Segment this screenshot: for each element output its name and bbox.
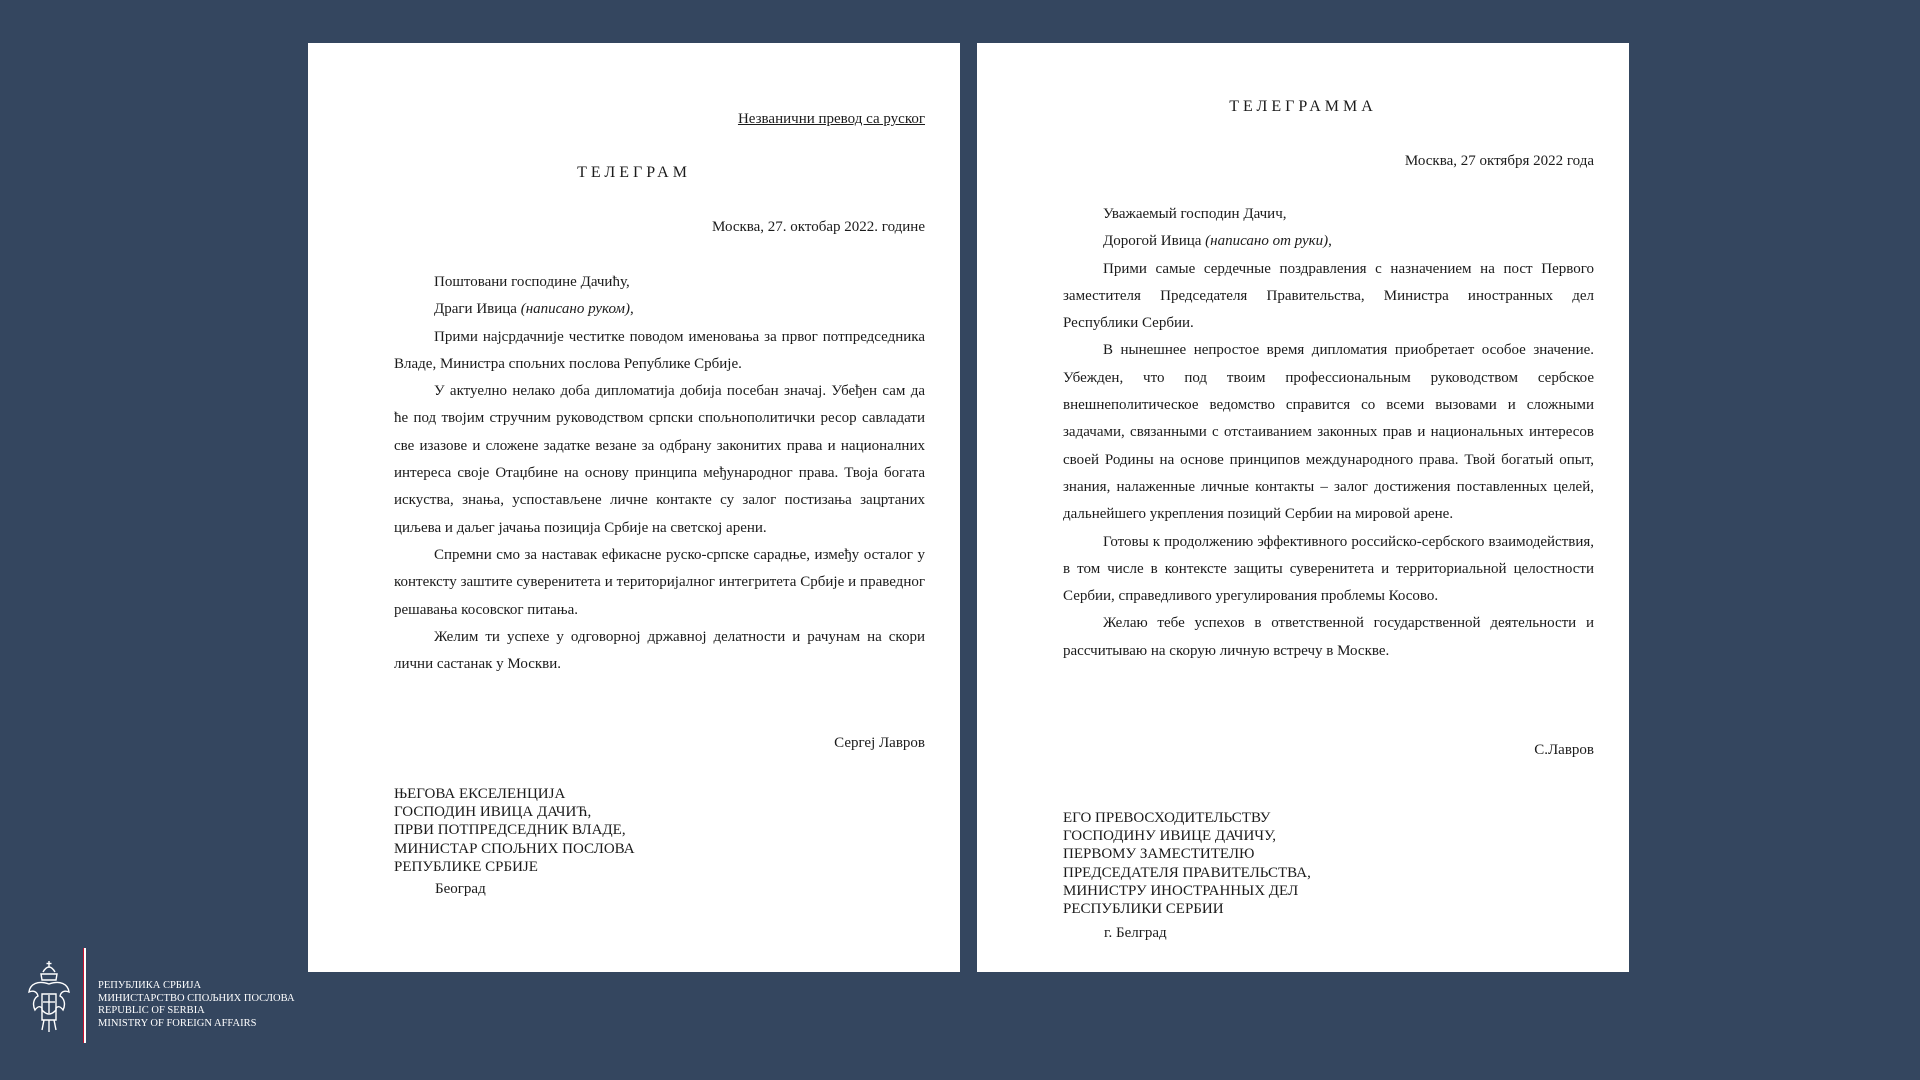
signature: С.Лавров bbox=[1534, 742, 1594, 758]
salutation-name: Драги Ивица bbox=[434, 301, 521, 318]
salutation-personal bbox=[394, 296, 925, 323]
ministry-line: МИНИСТАРСТВО СПОЉНИХ ПОСЛОВА bbox=[98, 992, 295, 1004]
telegram-russian-page bbox=[977, 43, 1629, 972]
paragraph: Спремни смо за наставак ефикасне руско-српске сарадње, између осталог у контексту заштите суверенитета и територијалног интегритета Србије и праведног решавања косовског питања. bbox=[394, 546, 925, 618]
salutation-personal bbox=[1063, 228, 1594, 255]
paragraph: В нынешнее непростое время дипломатия приобретает особое значение. Убежден, что под твоим профессиональным руководством сербское внешнеполитическое ведомство справится со всеми вызовами и сложными задачами, связанными с отстаиванием законных прав и национальных интересов своей Родины на основе принципов международного права. Твой богатый опыт, знания, налаженные личные контакты – залог достижения поставленных целей, дальнейшего укрепления позиций Сербии на мировой арене. bbox=[1063, 342, 1594, 523]
signature: Сергеј Лавров bbox=[834, 735, 925, 751]
handwritten-note: (написано руком) bbox=[520, 301, 631, 318]
recipient-address bbox=[394, 785, 635, 876]
ministry-line: MINISTRY OF FOREIGN AFFAIRS bbox=[98, 1017, 257, 1029]
salutation-formal: Поштовани господине Дачићу, bbox=[434, 274, 630, 290]
salutation-formal: Уважаемый господин Дачич, bbox=[1103, 206, 1287, 222]
address-line: РЕСПУБЛИКИ СЕРБИИ bbox=[1063, 901, 1224, 918]
letter-body bbox=[394, 269, 925, 678]
telegram-date: Москва, 27. октобар 2022. године bbox=[711, 219, 925, 235]
paragraph: У актуелно нелако доба дипломатија добија посебан значај. Убеђен сам да ће под твојим стручним руководством српски спољнополитички ресор савладати све изазове и сложене задатке везане за одбрану законитих права и националних интереса своје Отаџбине на основу принципа међународног права. Твоја богата искуства, знања, успостављене личне контакте су залог постизања зацртаних циљева и даљег јачања позиција Србије на светској арени. bbox=[394, 383, 925, 536]
paragraph: Желаю тебе успехов в ответственной государственной деятельности и рассчитываю на скорую личную встречу в Москве. bbox=[1063, 615, 1594, 659]
serbia-coat-of-arms-icon bbox=[26, 958, 72, 1038]
ministry-name bbox=[98, 980, 338, 1030]
footer-divider bbox=[83, 948, 86, 1043]
recipient-address bbox=[1063, 809, 1311, 918]
telegram-serbian-page bbox=[308, 43, 960, 972]
paragraph: Желим ти успехе у одговорној државној делатности и рачунам на скори лични састанак у Москви. bbox=[394, 628, 925, 673]
address-line: ПРЕДСЕДАТЕЛЯ ПРАВИТЕЛЬСТВА, bbox=[1063, 864, 1311, 881]
ministry-line: REPUBLIC OF SERBIA bbox=[98, 1005, 205, 1016]
recipient-city: Београд bbox=[435, 881, 486, 897]
ministry-line: РЕПУБЛИКА СРБИЈА bbox=[98, 980, 202, 991]
address-line: ГОСПОДИНУ ИВИЦЕ ДАЧИЧУ, bbox=[1063, 828, 1276, 845]
paragraph: Прими самые сердечные поздравления с назначением на пост Первого заместителя Председателя Правительства, Министра иностранных дел Республики Сербии. bbox=[1063, 260, 1594, 332]
address-line: ПЕРВОМУ ЗАМЕСТИТЕЛЮ bbox=[1063, 846, 1255, 863]
telegram-title: ТЕЛЕГРАММА bbox=[1229, 98, 1377, 115]
salutation-comma: , bbox=[630, 301, 634, 318]
salutation-comma: , bbox=[1328, 233, 1332, 250]
unofficial-translation-note: Незванични превод са руског bbox=[737, 111, 925, 127]
address-line: ПРВИ ПОТПРЕДСЕДНИК ВЛАДЕ, bbox=[394, 822, 626, 839]
salutation-name: Дорогой Ивица bbox=[1103, 233, 1206, 250]
address-line: ЕГО ПРЕВОСХОДИТЕЛЬСТВУ bbox=[1063, 810, 1271, 826]
paragraph: Готовы к продолжению эффективного российско-сербского взаимодействия, в том числе в контексте защиты суверенитета и территориальной целостности Сербии, справедливого урегулирования проблемы Косово. bbox=[1063, 533, 1594, 605]
address-line: ГОСПОДИН ИВИЦА ДАЧИЋ, bbox=[394, 804, 592, 821]
recipient-city: г. Белград bbox=[1104, 925, 1167, 941]
telegram-title: ТЕЛЕГРАМ bbox=[577, 164, 691, 181]
paragraph: Прими најсрдачније честитке поводом именовања за првог потпредседника Владе, Министра спољних послова Републике Србије. bbox=[394, 328, 925, 372]
letter-body bbox=[1063, 201, 1594, 665]
telegram-date: Москва, 27 октября 2022 года bbox=[1404, 153, 1594, 169]
address-line: ЊЕГОВА ЕКСЕЛЕНЦИЈА bbox=[394, 786, 566, 802]
address-line: МИНИСТРУ ИНОСТРАННЫХ ДЕЛ bbox=[1063, 882, 1299, 899]
address-line: РЕПУБЛИКЕ СРБИЈЕ bbox=[394, 858, 538, 875]
address-line: МИНИСТАР СПОЉНИХ ПОСЛОВА bbox=[394, 840, 635, 857]
handwritten-note: (написано от руки) bbox=[1205, 233, 1329, 250]
